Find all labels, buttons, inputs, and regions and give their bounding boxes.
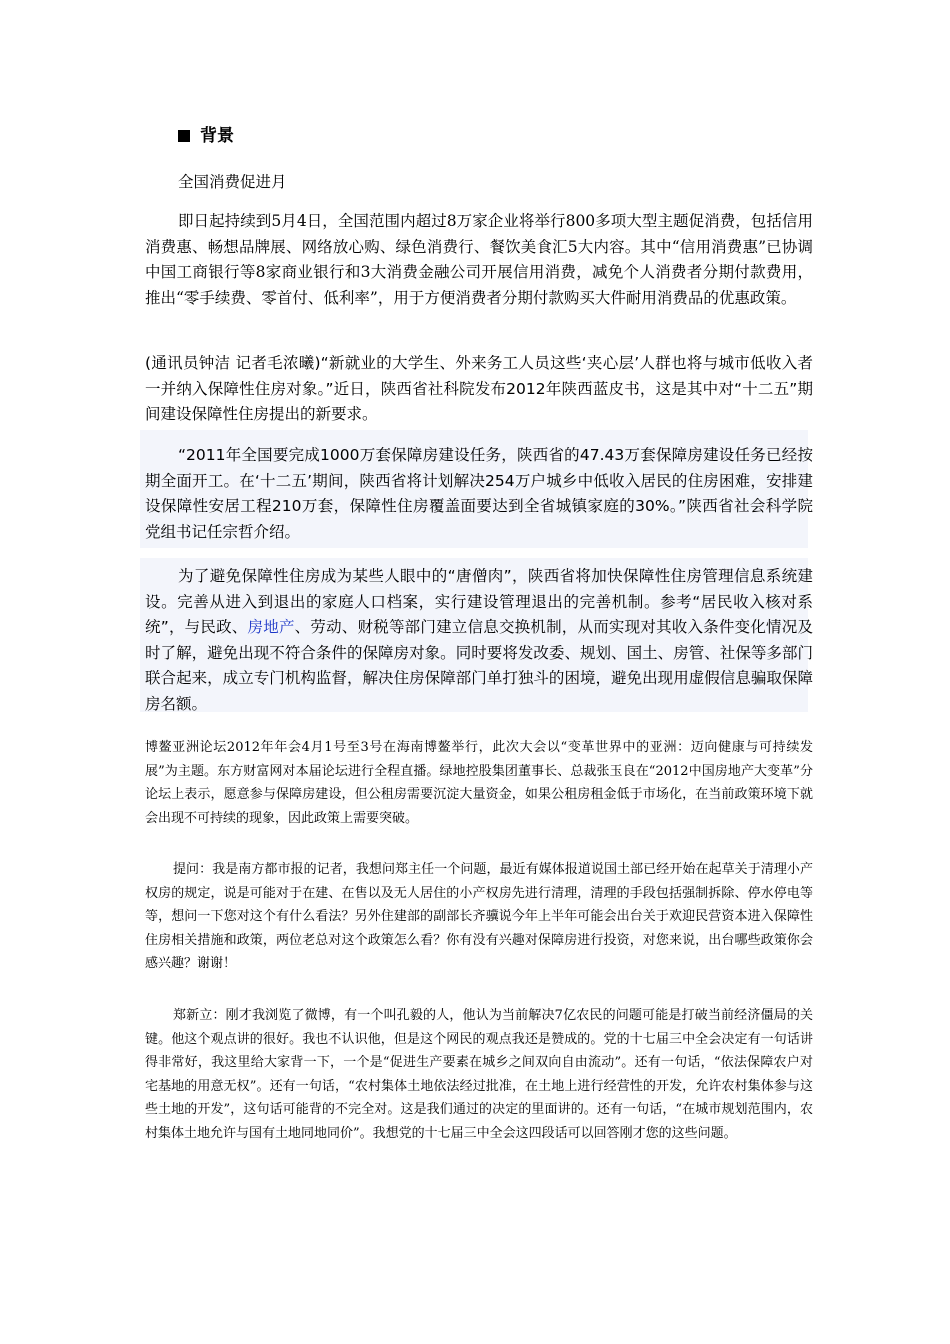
paragraph-boao-forum: 博鳌亚洲论坛2012年年会4月1号至3号在海南博鳌举行，此次大会以“变革世界中的亚洲：迈向健康与可持续发展”为主题。东方财富网对本届论坛进行全程直播。绿地控股集团董事长、总裁张玉良在“2012中国房地产大变革”分论坛上表示，愿意参与保障房建设，但公租房需要沉淀大量资金，如果公租房租金低于市场化，在当前政策环境下就会出现不可持续的现象，因此政策上需要突破。 bbox=[145, 740, 813, 826]
square-bullet-icon bbox=[178, 130, 190, 142]
paragraph-shaanxi-bluebook: (通讯员钟洁 记者毛浓曦)“新就业的大学生、外来务工人员这些‘夹心层’人群也将与城市低收入者一并纳入保障性住房对象。”近日，陕西省社科院发布2012年陕西蓝皮书，这是其中对“十二五”期间建设保障性住房提出的新要求。 bbox=[145, 354, 813, 423]
heading-text: 背景 bbox=[200, 126, 234, 146]
paragraph-text-part2: 、劳动、财税等部门建立信息交换机制，从而实现对其收入条件变化情况及时了解，避免出现不符合条件的保障房对象。同时要将发改委、规划、国土、房管、社保等多部门联合起来，成立专门机构监督，解决住房保障部门单打独斗的困境，避免出现用虚假信息骗取保障房名额。 bbox=[145, 618, 813, 713]
subtitle: 全国消费促进月 bbox=[178, 173, 287, 191]
real-estate-link[interactable]: 房地产 bbox=[247, 618, 295, 636]
paragraph-housing-targets: “2011年全国要完成1000万套保障房建设任务，陕西省的47.43万套保障房建设任务已经按期全面开工。在‘十二五’期间，陕西省将计划解决254万户城乡中低收入居民的住房困难，安排建设保障性安居工程210万套，保障性住房覆盖面要达到全省城镇家庭的30%。”陕西省社会科学院党组书记任宗哲介绍。 bbox=[145, 446, 813, 541]
paragraph-text-part1: 为了避免保障性住房成为某些人眼中的“唐僧肉”，陕西省将加快保障性住房管理信息系统建设。完善从进入到退出的家庭人口档案，实行建设管理退出的完善机制。参考“居民收入核对系统”，与民政、 bbox=[145, 567, 813, 636]
paragraph-zheng-answer: 郑新立：刚才我浏览了微博，有一个叫孔毅的人，他认为当前解决7亿农民的问题可能是打破当前经济僵局的关键。他这个观点讲的很好。我也不认识他，但是这个网民的观点我还是赞成的。党的十七届三中全会决定有一句话讲得非常好，我这里给大家背一下，一个是“促进生产要素在城乡之间双向自由流动”。还有一句话，“依法保障农户对宅基地的用意无权”。还有一句话，“农村集体土地依法经过批准，在土地上进行经营性的开发，允许农村集体参与这些土地的开发”，这句话可能背的不完全对。这是我们通过的决定的里面讲的。还有一句话，“在城市规划范围内，农村集体土地允许与国有土地同地同价”。我想党的十七届三中全会这四段话可以回答刚才您的这些问题。 bbox=[145, 1008, 813, 1141]
paragraph-consumption-month: 即日起持续到5月4日，全国范围内超过8万家企业将举行800多项大型主题促消费，包括信用消费惠、畅想品牌展、网络放心购、绿色消费行、餐饮美食汇5大内容。其中“信用消费惠”已协调中国工商银行等8家商业银行和3大消费金融公司开展信用消费，减免个人消费者分期付款费用，推出“零手续费、零首付、低利率”，用于方便消费者分期付款购买大件耐用消费品的优惠政策。 bbox=[145, 212, 813, 307]
paragraph-reporter-question: 提问：我是南方都市报的记者，我想问郑主任一个问题，最近有媒体报道说国土部已经开始在起草关于清理小产权房的规定，说是可能对于在建、在售以及无人居住的小产权房先进行清理，清理的手段包括强制拆除、停水停电等等，想问一下您对这个有什么看法？另外住建部的副部长齐骥说今年上半年可能会出台关于欢迎民营资本进入保障性住房相关措施和政策，两位老总对这个政策怎么看？你有没有兴趣对保障房进行投资，对您来说，出台哪些政策你会感兴趣？谢谢！ bbox=[145, 862, 813, 971]
paragraph-management-system bbox=[145, 564, 813, 717]
section-heading bbox=[178, 124, 234, 148]
